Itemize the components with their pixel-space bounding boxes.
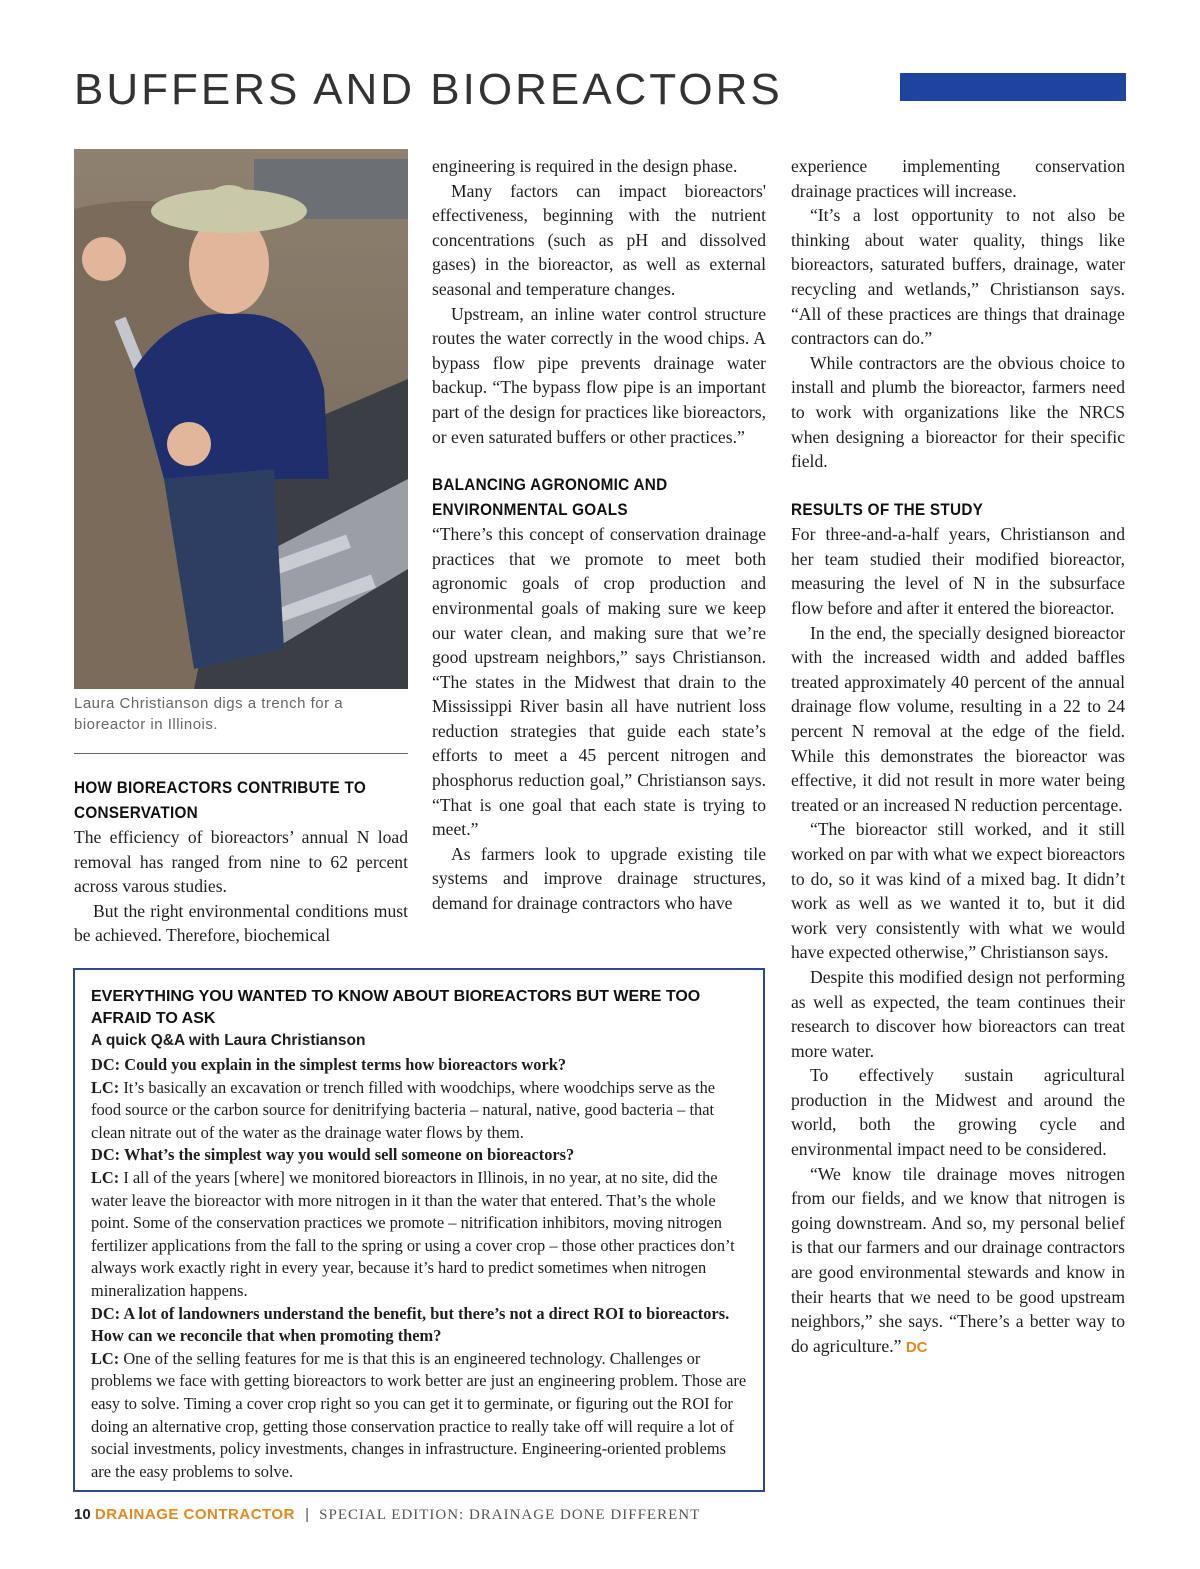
- paragraph: engineering is required in the design phase.: [432, 156, 738, 176]
- paragraph: Upstream, an inline water control structure routes the water correctly in the wood chips. A bypass flow pipe prevents drainage water backup. “The bypass flow pipe is an important part of the design for practices like bioreactors, or even saturated buffers or other practices.”: [432, 303, 766, 447]
- paragraph: “There’s this concept of conservation drainage practices that we promote to meet both agronomic goals of crop production and environmental goals of making sure we keep our water clean, and making sure that we’re good upstream neighbors,” says Christianson. “The states in the Midwest that drain to the Mississippi River basin all have nutrient loss reduction strategies that guide each state’s efforts to meet a 45 percent nitrogen and phosphorus reduction goal,” Christianson says. “That is one goal that each state is trying to meet.”: [432, 524, 766, 840]
- paragraph: For three-and-a-half years, Christianson and her team studied their modified bioreactor, measuring the level of N in the subsurface flow before and after it entered the bioreactor.: [791, 524, 1125, 618]
- paragraph: To effectively sustain agricultural production in the Midwest and around the world, both the growing cycle and environmental impact need to be considered.: [791, 1065, 1125, 1160]
- qa-question: DC: Could you explain in the simplest terms how bioreactors work?: [91, 1055, 567, 1074]
- photo-caption: Laura Christianson digs a trench for a bioreactor in Illinois.: [74, 693, 408, 754]
- edition-name: SPECIAL EDITION: DRAINAGE DONE DIFFERENT: [319, 1507, 701, 1523]
- paragraph: But the right environmental conditions must be achieved. Therefore, biochemical: [74, 900, 408, 946]
- column-2: [432, 154, 766, 916]
- paragraph: Despite this modified design not performing as well as expected, the team continues their research to discover how bioreactors can treat more water.: [791, 966, 1125, 1061]
- section-heading-contribute: HOW BIOREACTORS CONTRIBUTE TO CONSERVATION: [74, 778, 367, 822]
- photo-laura-christianson: [74, 149, 408, 689]
- paragraph: experience implementing conservation drainage practices will increase.: [791, 156, 1125, 201]
- qa-answer: LC: It’s basically an excavation or trench filled with woodchips, where woodchips serve as the food source or the carbon source for denitrifying bacteria – natural, native, good bacteria – that clean nitrate out of the water as the drainage water flows by them.: [91, 1077, 716, 1142]
- qa-answer: LC: I all of the years [where] we monitored bioreactors in Illinois, in no year, at no site, did the water leave the bioreactor with more nitrogen in it than the water that entered. That’s the whole point. Some of the conservation practices we promote – nitrification inhibitors, moving nitrogen fertilizer applications from the fall to the spring or using a cover crop – those other practices don’t always work exactly right in every year, because it’s hard to predict sometimes when nitrogen mineralization happens.: [91, 1167, 735, 1300]
- end-mark: DC: [905, 1338, 928, 1356]
- qa-sidebar-box: [73, 968, 765, 1492]
- paragraph: In the end, the specially designed bioreactor with the increased width and added baffles treated approximately 40 percent of the annual drainage flow volume, resulting in a 22 to 24 percent N removal at the edge of the field. While this demonstrates the bioreactor was effective, it did not result in more water being treated or an increased N reduction percentage.: [791, 622, 1125, 815]
- paragraph: “It’s a lost opportunity to not also be thinking about water quality, things like bioreactors, saturated buffers, drainage, water recycling and wetlands,” Christianson says. “All of these practices are things that drainage contractors can do.”: [791, 205, 1125, 349]
- qa-title: EVERYTHING YOU WANTED TO KNOW ABOUT BIOREACTORS BUT WERE TOO AFRAID TO ASK: [91, 988, 701, 1027]
- paragraph: “The bioreactor still worked, and it still worked on par with what we expect bioreactors to do, so it was kind of a mixed bag. It didn’t work as well as we wanted it to, but it did work very consistently with what we would have expected otherwise,” Christianson says.: [791, 819, 1125, 963]
- page-title: BUFFERS AND BIOREACTORS: [74, 65, 783, 114]
- page-footer: [74, 1505, 700, 1525]
- paragraph: As farmers look to upgrade existing tile systems and improve drainage structures, demand for drainage contractors who have: [432, 843, 766, 914]
- column-3: [791, 154, 1125, 1360]
- paragraph: Many factors can impact bioreactors' effectiveness, beginning with the nutrient concentrations (such as pH and dissolved gases) in the bioreactor, as well as external seasonal and temperature changes.: [432, 180, 766, 299]
- column-1: [74, 149, 408, 948]
- magazine-name: DRAINAGE CONTRACTOR: [94, 1506, 295, 1523]
- footer-separator: |: [305, 1506, 309, 1523]
- page-number: 10: [74, 1506, 91, 1523]
- qa-answer: LC: One of the selling features for me is that this is an engineered technology. Challenges or problems we face with getting bioreactors to work better are just an engineering problem. Those are easy to solve. Timing a cover crop right so you can get it to germinate, or figuring out the ROI for doing an alternative crop, getting those conservation practice to really take off will require a lot of social investments, policy investments, changes in infrastructure. Engineering-oriented problems are the easy problems to solve.: [91, 1348, 747, 1481]
- paragraph-final: “We know tile drainage moves nitrogen from our fields, and we know that nitrogen is going downstream. And so, my personal belief is that our farmers and our drainage contractors are good environmental stewards and know in their hearts that we need to be good upstream neighbors,” she says. “There’s a better way to do agriculture.” DC: [791, 1163, 1125, 1356]
- qa-question: DC: A lot of landowners understand the benefit, but there’s not a direct ROI to bioreactors. How can we reconcile that when promoting them?: [91, 1303, 730, 1346]
- qa-question: DC: What’s the simplest way you would sell someone on bioreactors?: [91, 1145, 575, 1165]
- paragraph: The efficiency of bioreactors’ annual N load removal has ranged from nine to 62 percent across varous studies.: [74, 827, 408, 897]
- qa-subtitle: A quick Q&A with Laura Christianson: [91, 1032, 366, 1049]
- section-heading-results: RESULTS OF THE STUDY: [791, 499, 984, 519]
- header-accent-bar: [900, 73, 1126, 101]
- section-heading-balancing: BALANCING AGRONOMIC AND ENVIRONMENTAL GOALS: [432, 475, 668, 519]
- paragraph: While contractors are the obvious choice to install and plumb the bioreactor, farmers need to work with organizations like the NRCS when designing a bioreactor for their specific field.: [791, 352, 1125, 472]
